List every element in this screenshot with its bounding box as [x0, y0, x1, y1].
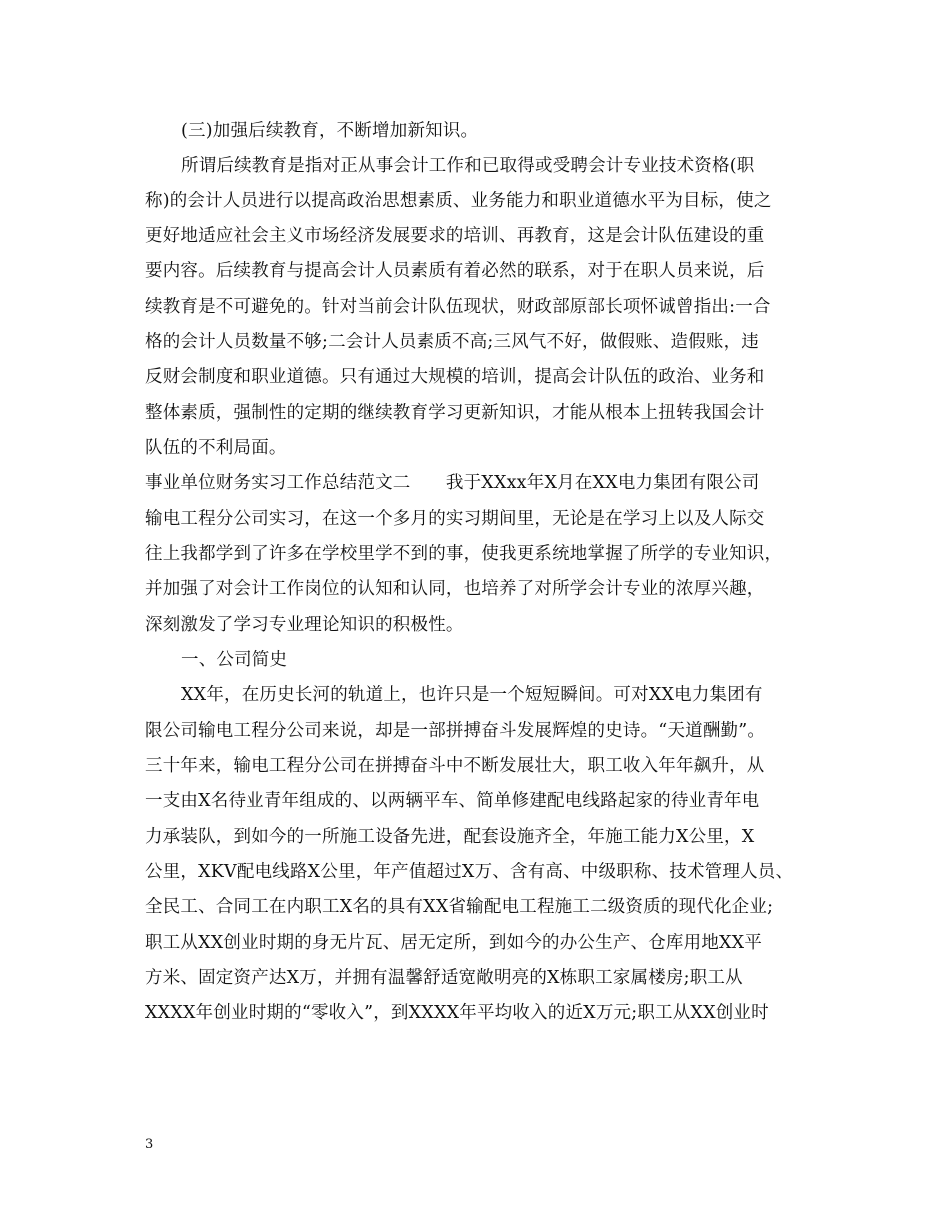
paragraph-line: 往上我都学到了许多在学校里学不到的事，使我更系统地掌握了所学的专业知识，	[145, 544, 783, 564]
paragraph-line: 三十年来，输电工程分公司在拼搏奋斗中不断发展壮大，职工收入年年飙升，从	[145, 756, 765, 776]
paragraph-line: 整体素质，强制性的定期的继续教育学习更新知识，才能从根本上扭转我国会计	[145, 403, 765, 423]
paragraph-line: 格的会计人员数量不够;二会计人员素质不高;三风气不好，做假账、造假账，违	[145, 332, 759, 352]
paragraph-line: 所谓后续教育是指对正从事会计工作和已取得或受聘会计专业技术资格(职	[181, 156, 755, 176]
paragraph-line: 全民工、合同工在内职工X名的具有XX省输配电工程施工二级资质的现代化企业;	[145, 897, 774, 917]
paragraph-line: 续教育是不可避免的。针对当前会计队伍现状，财政部原部长项怀诚曾指出:一合	[145, 297, 771, 317]
section-heading-3: (三)加强后续教育，不断增加新知识。	[181, 121, 479, 141]
paragraph-line: XX年，在历史长河的轨道上，也许只是一个短短瞬间。可对XX电力集团有	[181, 685, 763, 705]
paragraph-line: 反财会制度和职业道德。只有通过大规模的培训，提高会计队伍的政治、业务和	[145, 367, 765, 387]
paragraph-line: 队伍的不利局面。	[145, 438, 287, 458]
paragraph-line: 称)的会计人员进行以提高政治思想素质、业务能力和职业道德水平为目标，使之	[145, 191, 772, 211]
article-title-line: 事业单位财务实习工作总结范文二 我于XXxx年X月在XX电力集团有限公司	[145, 473, 760, 493]
paragraph-line: XXXX年创业时期的“零收入”，到XXXX年平均收入的近X万元;职工从XX创业时	[145, 1003, 769, 1023]
section-heading-1: 一、公司简史	[181, 650, 288, 670]
page-number: 3	[145, 1137, 154, 1152]
paragraph-line: 深刻激发了学习专业理论知识的积极性。	[145, 615, 464, 635]
paragraph-line: 力承装队，到如今的一所施工设备先进，配套设施齐全，年施工能力X公里，X	[145, 827, 755, 847]
paragraph-line: 限公司输电工程分公司来说，却是一部拼搏奋斗发展辉煌的史诗。“天道酬勤”。	[145, 721, 766, 741]
paragraph-line: 更好地适应社会主义市场经济发展要求的培训、再教育，这是会计队伍建设的重	[145, 226, 765, 246]
paragraph-line: 输电工程分公司实习，在这一个多月的实习期间里，无论是在学习上以及人际交	[145, 509, 765, 529]
paragraph-line: 公里，XKV配电线路X公里，年产值超过X万、含有高、中级职称、技术管理人员、	[145, 862, 794, 882]
paragraph-line: 并加强了对会计工作岗位的认知和认同，也培养了对所学会计专业的浓厚兴趣，	[145, 579, 765, 599]
paragraph-line: 要内容。后续教育与提高会计人员素质有着必然的联系，对于在职人员来说，后	[145, 261, 765, 281]
paragraph-line: 职工从XX创业时期的身无片瓦、居无定所，到如今的办公生产、仓库用地XX平	[145, 933, 763, 953]
paragraph-line: 一支由X名待业青年组成的、以两辆平车、简单修建配电线路起家的待业青年电	[145, 791, 760, 811]
paragraph-line: 方米、固定资产达X万，并拥有温馨舒适宽敞明亮的X栋职工家属楼房;职工从	[145, 968, 743, 988]
